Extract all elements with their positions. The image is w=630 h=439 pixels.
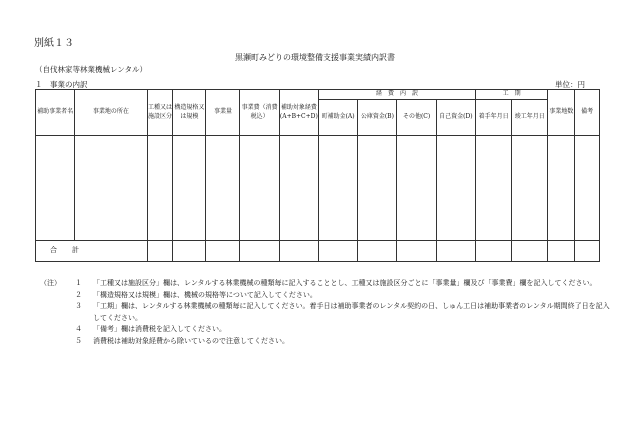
header-work-type: 工種又は施設区分 bbox=[147, 90, 173, 136]
cell-count[interactable] bbox=[548, 136, 575, 241]
total-work-type[interactable] bbox=[147, 241, 173, 262]
total-own-fund[interactable] bbox=[436, 241, 475, 262]
total-other[interactable] bbox=[397, 241, 436, 262]
header-spec: 構造規格又は規模 bbox=[173, 90, 206, 136]
note-number: ２ bbox=[75, 290, 82, 299]
header-subsidy-operator: 補助事業者名 bbox=[36, 90, 75, 136]
cell-spec[interactable] bbox=[173, 136, 206, 241]
document-subtitle: （自伐林家等林業機械レンタル） bbox=[35, 65, 148, 74]
note-item bbox=[40, 301, 610, 324]
total-count[interactable] bbox=[548, 241, 575, 262]
cell-public-fund[interactable] bbox=[358, 136, 397, 241]
cell-own-fund[interactable] bbox=[436, 136, 475, 241]
cell-eligible[interactable] bbox=[279, 136, 318, 241]
note-number: ３ bbox=[75, 302, 82, 310]
cell-subsidy-operator[interactable] bbox=[36, 136, 75, 241]
total-cost[interactable] bbox=[240, 241, 279, 262]
header-period-group: 工 期 bbox=[476, 90, 548, 100]
notes-section bbox=[40, 278, 610, 347]
header-count: 事業地数 bbox=[548, 90, 575, 136]
header-start-date: 着手年月日 bbox=[476, 100, 512, 136]
note-text: 「備考」欄は消費税を記入してください。 bbox=[93, 325, 226, 333]
note-number: １ bbox=[75, 279, 82, 287]
total-eligible[interactable] bbox=[279, 241, 318, 262]
total-row bbox=[36, 241, 600, 262]
note-text: 「工期」欄は、レンタルする林業機械の種類毎に記入してください。着手日は補助事業者のレンタル契約の日、しゅん工日は補助事業者のレンタル期間終了日を記入してください。 bbox=[93, 302, 610, 322]
total-end-date[interactable] bbox=[512, 241, 548, 262]
cell-location[interactable] bbox=[75, 136, 147, 241]
header-eligible: 補助対象経費(A+B+C+D) bbox=[279, 90, 318, 136]
cell-cost[interactable] bbox=[240, 136, 279, 241]
note-number: ５ bbox=[75, 336, 82, 345]
total-town-subsidy[interactable] bbox=[318, 241, 357, 262]
header-cost: 事業費（消費税込） bbox=[240, 90, 279, 136]
form-id: 別紙１３ bbox=[34, 38, 74, 49]
header-location: 事業地の所在 bbox=[75, 90, 147, 136]
total-remarks[interactable] bbox=[575, 241, 600, 262]
note-text: 消費税は補助対象経費から除いているので注意してください。 bbox=[93, 336, 289, 345]
note-item bbox=[40, 278, 610, 290]
header-quantity: 事業量 bbox=[206, 90, 240, 136]
note-number: ４ bbox=[75, 325, 82, 333]
section-heading: １ 事業の内訳 bbox=[35, 80, 88, 89]
cell-quantity[interactable] bbox=[206, 136, 240, 241]
notes-head: （注） bbox=[40, 279, 61, 287]
total-public-fund[interactable] bbox=[358, 241, 397, 262]
total-start-date[interactable] bbox=[476, 241, 512, 262]
cell-town-subsidy[interactable] bbox=[318, 136, 357, 241]
header-other: その他(C) bbox=[397, 100, 436, 136]
unit-label: 単位：円 bbox=[555, 80, 585, 89]
header-remarks: 備考 bbox=[575, 90, 600, 136]
table-row bbox=[36, 136, 600, 241]
cell-work-type[interactable] bbox=[147, 136, 173, 241]
header-own-fund: 自己資金(D) bbox=[436, 100, 475, 136]
header-town-subsidy: 町補助金(A) bbox=[318, 100, 357, 136]
header-expenses-group: 経 費 内 訳 bbox=[318, 90, 475, 100]
total-label: 合 計 bbox=[36, 241, 148, 262]
note-item bbox=[40, 324, 610, 336]
note-item bbox=[40, 336, 610, 348]
total-spec[interactable] bbox=[173, 241, 206, 262]
cell-end-date[interactable] bbox=[512, 136, 548, 241]
cell-start-date[interactable] bbox=[476, 136, 512, 241]
breakdown-table bbox=[35, 89, 600, 262]
document-title: 黒瀬町みどりの環境整備支援事業実績内訳書 bbox=[235, 53, 395, 62]
note-text: 「構造規格又は規模」欄は、機械の規格等について記入してください。 bbox=[93, 290, 317, 299]
note-item bbox=[40, 290, 610, 302]
header-end-date: 竣工年月日 bbox=[512, 100, 548, 136]
cell-other[interactable] bbox=[397, 136, 436, 241]
total-quantity[interactable] bbox=[206, 241, 240, 262]
header-public-fund: 公庫資金(B) bbox=[358, 100, 397, 136]
note-text: 「工種又は施設区分」欄は、レンタルする林業機械の種類毎に記入することとし、工種又は施設区分ごとに「事業量」欄及び「事業費」欄を記入してください。 bbox=[93, 279, 597, 287]
cell-remarks[interactable] bbox=[575, 136, 600, 241]
